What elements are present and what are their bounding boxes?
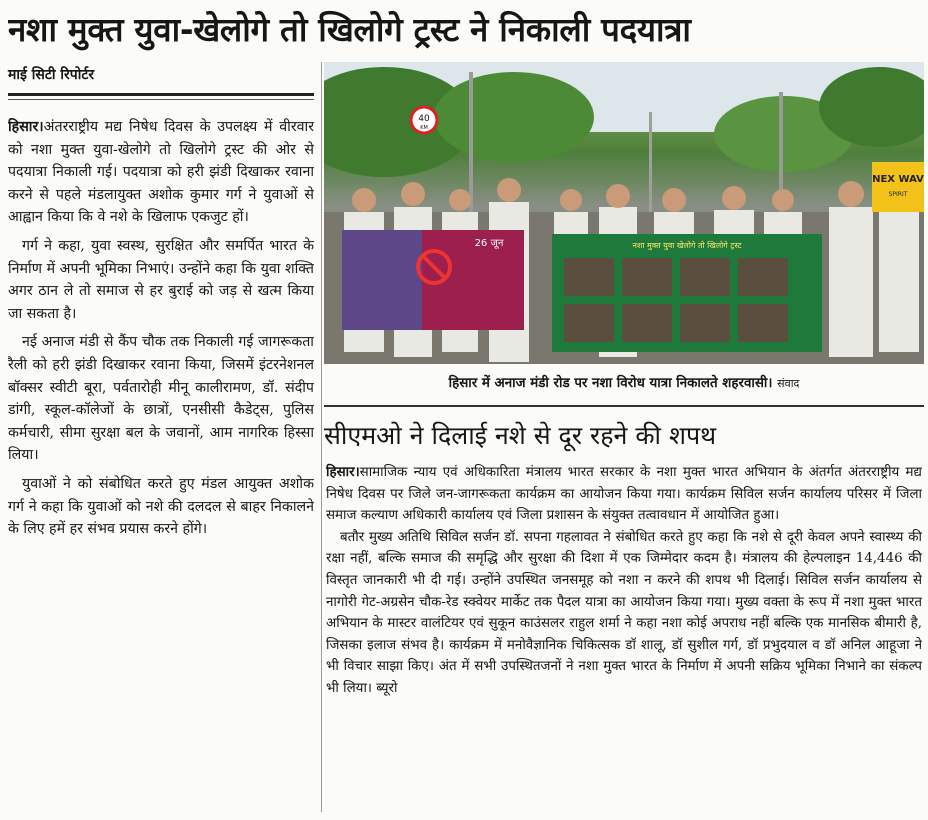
photo-caption: हिसार में अनाज मंडी रोड पर नशा विरोध यात्रा निकालते शहरवासी। संवाद bbox=[448, 376, 800, 391]
billboard bbox=[872, 162, 924, 212]
article-paragraph: गर्ग ने कहा, युवा स्वस्थ, सुरक्षित और समर्पित भारत के निर्माण में अपनी भूमिका निभाएं। उन्होंने कहा कि युवा शक्ति अगर ठान ले तो समाज से हर बुराई को जड़ से खत्म किया जा सकता है। bbox=[8, 237, 314, 322]
byline: माई सिटी रिपोर्टर bbox=[8, 67, 95, 83]
svg-text:SPIRIT: SPIRIT bbox=[888, 191, 908, 198]
svg-text:NEX WAV: NEX WAV bbox=[872, 174, 924, 185]
second-headline: सीएमओ ने दिलाई नशे से दूर रहने की शपथ bbox=[324, 421, 717, 450]
byline-rule-thin bbox=[8, 99, 314, 100]
main-headline: नशा मुक्त युवा-खेलोगे तो खिलोगे ट्रस्ट ने निकाली पदयात्रा bbox=[8, 10, 691, 49]
svg-text:40: 40 bbox=[418, 114, 430, 124]
article-paragraph: युवाओं ने को संबोधित करते हुए मंडल आयुक्त अशोक गर्ग ने कहा कि युवाओं को नशे की दलदल से बाहर निकालने के लिए हमें हर संभव प्रयास करने होंगे। bbox=[8, 475, 314, 538]
dateline: हिसार। bbox=[326, 464, 360, 480]
column-divider bbox=[321, 62, 322, 812]
svg-text:नशा मुक्त युवा खेलोगे तो खिलोग: नशा मुक्त युवा खेलोगे तो खिलोगे ट्रस्ट bbox=[632, 241, 742, 250]
photo-credit: संवाद bbox=[777, 377, 800, 390]
article-paragraph: हिसार।अंतरराष्ट्रीय मद्य निषेध दिवस के उपलक्ष्य में वीरवार को नशा मुक्त युवा-खेलोगे तो खिलोगे ट्रस्ट की ओर से पदयात्रा निकाली गई। पदयात्रा को हरी झंडी दिखाकर रवाना करने से पहले मंडलायुक्त अशोक कुमार गर्ग ने युवाओं से आह्वान किया कि वे नशे के खिलाफ एकजुट हों। bbox=[8, 119, 314, 226]
dateline: हिसार। bbox=[8, 119, 44, 135]
caption-rule bbox=[324, 405, 924, 407]
main-article-body bbox=[8, 116, 314, 816]
rally-photo bbox=[324, 62, 924, 364]
article-paragraph: नई अनाज मंडी से कैंप चौक तक निकाली गई जागरूकता रैली को हरी झंडी दिखाकर रवाना किया, जिसमें इंटरनेशनल बॉक्सर स्वीटी बूरा, पर्वतारोही मीनू कालीरामण, डॉ. संदीप डांगी, स्कूल-कॉलेजों के छात्रों, एनसीसी कैडेट्स, पुलिस कर्मचारी, सीमा सुरक्षा बल के जवानों, आम नागरिक हिस्सा लिया। bbox=[8, 334, 314, 464]
article-paragraph: बतौर मुख्य अतिथि सिविल सर्जन डॉ. सपना गहलावत ने संबोधित करते हुए कहा कि नशे से दूरी केवल अपने स्वास्थ्य की रक्षा नहीं, बल्कि समाज की समृद्धि और सुरक्षा की दिशा में एक जिम्मेदार कदम है। मंत्रालय की हेल्पलाइन 14,446 की विस्तृत जानकारी भी दी गई। उन्होंने उपस्थित जनसमूह को नशा न करने की शपथ भी दिलाई। सिविल सर्जन कार्यालय से नागोरी गेट-अग्रसेन चौक-रेड स्क्वेयर मार्केट तक पैदल यात्रा का आयोजन किया गया। मुख्य वक्ता के रूप में नशा मुक्त भारत अभियान के मास्टर वालंटियर एवं सुकून काउंसलर राहुल शर्मा ने कहा नशा कोई अपराध नहीं बल्कि एक मानसिक बीमारी है, जिसका इलाज संभव है। कार्यक्रम में मनोवैज्ञानिक चिकित्सक डॉ शालू, डॉ सुशील गर्ग, डॉ प्रभुदयाल व डॉ अनिल आहूजा ने भी विचार साझा किए। अंत में सभी उपस्थितजनों ने नशा मुक्त भारत के निर्माण में अपनी सक्रिय भूमिका निभाने का संकल्प भी लिया। ब्यूरो bbox=[326, 529, 922, 696]
svg-text:KM: KM bbox=[420, 125, 428, 131]
rally-photo-illustration bbox=[324, 62, 924, 364]
svg-text:26 जून: 26 जून bbox=[474, 238, 504, 249]
byline-rule bbox=[8, 93, 314, 96]
second-article-body bbox=[326, 462, 922, 814]
article-paragraph: हिसार।सामाजिक न्याय एवं अधिकारिता मंत्रालय भारत सरकार के नशा मुक्त भारत अभियान के अंतर्गत अंतरराष्ट्रीय मद्य निषेध दिवस पर जिले जन-जागरूकता कार्यक्रम का आयोजन किया गया। कार्यक्रम सिविल सर्जन कार्यालय परिसर में जिला समाज कल्याण अधिकारी कार्यालय एवं जिला प्रशासन के संयुक्त तत्वावधान में आयोजित हुआ। bbox=[326, 464, 922, 524]
